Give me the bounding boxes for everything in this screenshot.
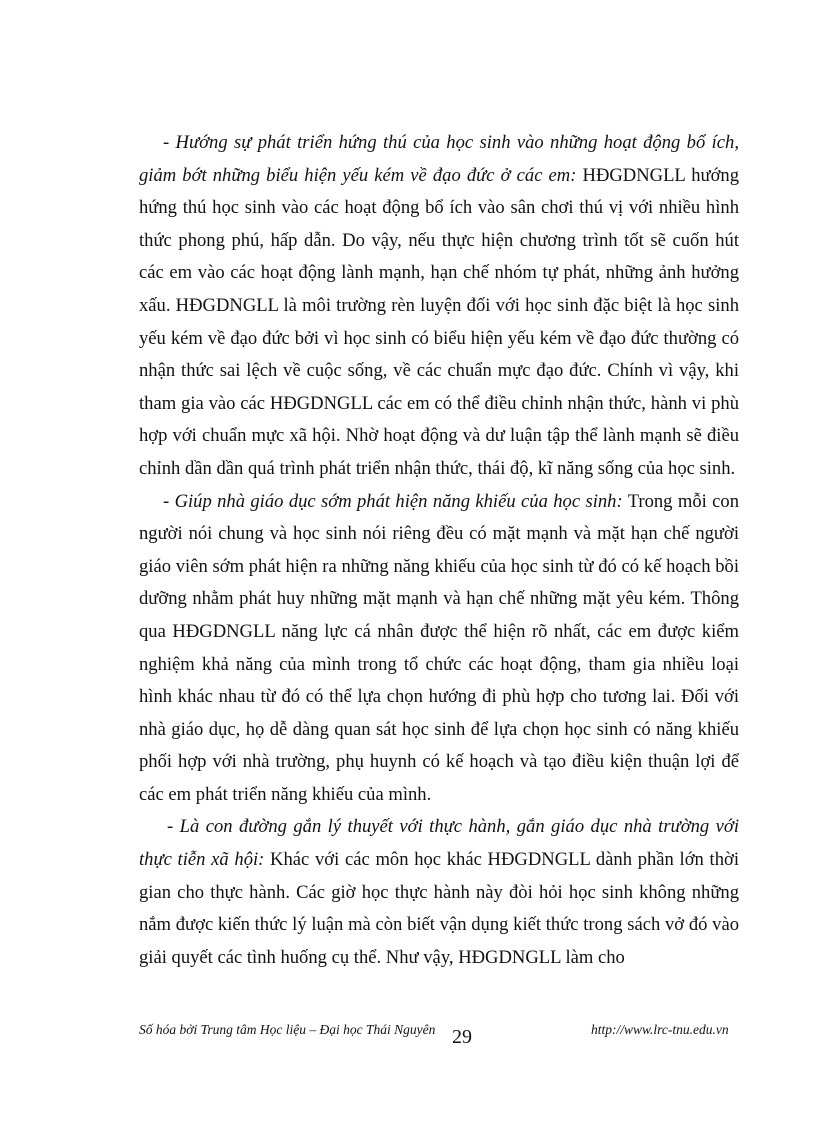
paragraph-text: Trong mỗi con người nói chung và học sinh nói riêng đều có mặt mạnh và mặt hạn chế người giáo viên sớm phát hiện ra những năng khiếu của học sinh từ đó có kế hoạch bồi dưỡng nhằm phát huy những mặt mạnh và hạn chế những mặt yêu kém. Thông qua HĐGDNGLL năng lực cá nhân được thể hiện rõ nhất, các em được kiểm nghiệm khả năng của mình trong tổ chức các hoạt động, tham gia nhiều loại hình khác nhau từ đó có thể lựa chọn hướng đi phù hợp cho tương lai. Đối với nhà giáo dục, họ dễ dàng quan sát học sinh để lựa chọn học sinh có năng khiếu phối hợp với nhà trường, phụ huynh có kế hoạch và tạo điều kiện thuận lợi để các em phát triển năng khiếu của mình. <box>139 490 739 805</box>
page-number: 29 <box>452 1026 472 1048</box>
paragraph-lead: - Giúp nhà giáo dục sớm phát hiện năng khiếu của học sinh: <box>163 490 623 512</box>
paragraph-text: Khác với các môn học khác HĐGDNGLL dành phần lớn thời gian cho thực hành. Các giờ học thực hành này đòi hỏi học sinh không những nắm được kiến thức lý luận mà còn biết vận dụng kiết thức trong sách vở đó vào giải quyết các tình huống cụ thể. Như vậy, HĐGDNGLL làm cho <box>139 849 740 968</box>
paragraph-text: HĐGDNGLL hướng hứng thú học sinh vào các hoạt động bổ ích vào sân chơi thú vị với nhiều hình thức phong phú, hấp dẫn. Do vậy, nếu thực hiện chương trình tốt sẽ cuốn hút các em vào các hoạt động lành mạnh, hạn chế nhóm tự phát, những ảnh hưởng xấu. HĐGDNGLL là môi trường rèn luyện đối với học sinh đặc biệt là học sinh yếu kém về đạo đức bởi vì học sinh có biểu hiện yếu kém về đạo đức thường có nhận thức sai lệch về cuộc sống, về các chuẩn mực đạo đức. Chính vì vậy, khi tham gia vào các HĐGDNGLL các em có thể điều chỉnh nhận thức, hành vi phù hợp với chuẩn mực xã hội. Nhờ hoạt động và dư luận tập thể lành mạnh sẽ điều chỉnh dần dần quá trình phát triển nhận thức, thái độ, kĩ năng sống của học sinh. <box>139 164 739 479</box>
paragraph-theory-practice <box>139 811 739 974</box>
body-text <box>139 127 739 974</box>
paragraph-interest-development <box>139 127 739 486</box>
footer-source: Số hóa bởi Trung tâm Học liệu – Đại học Thái Nguyên <box>139 1022 436 1037</box>
paragraph-lead: - Là con đường gắn lý thuyết với thực hành, gắn giáo dục nhà trường với thực tiễn xã hội: <box>139 816 739 871</box>
footer-url: http://www.lrc-tnu.edu.vn <box>591 1022 729 1037</box>
paragraph-lead: - Hướng sự phát triển hứng thú của học sinh vào những hoạt động bổ ích, giảm bớt những biểu hiện yếu kém về đạo đức ở các em: <box>139 132 739 186</box>
paragraph-talent-discovery <box>139 486 739 812</box>
